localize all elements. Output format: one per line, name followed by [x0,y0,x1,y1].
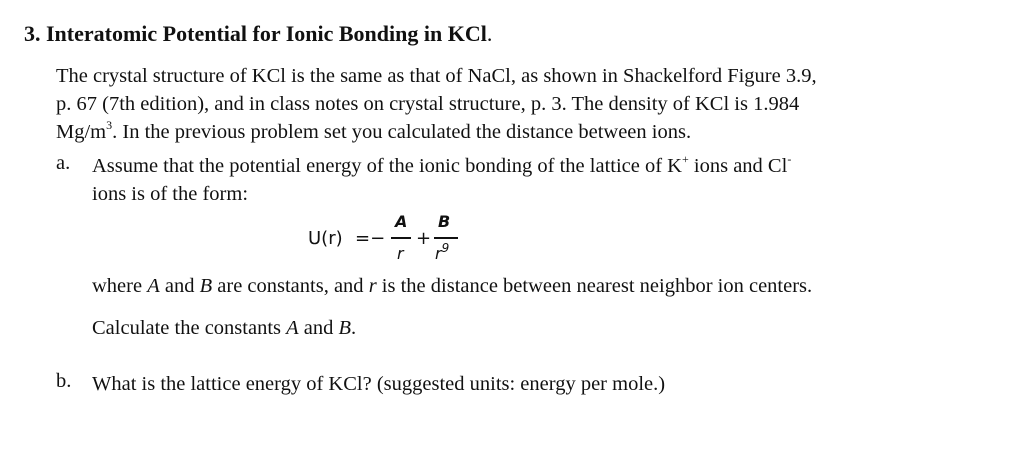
part-b-question: What is the lattice energy of KCl? (suggested units: energy per mole.) [92,373,666,395]
formula-numerator-a: A [395,212,408,231]
cl-charge: - [787,152,792,166]
intro-line-1: The crystal structure of KCl is the same as that of NaCl, as shown in Shackelford Figure 3.9, [56,65,817,87]
part-a-line-2: ions is of the form: [92,183,249,205]
where-text-2: and [159,275,200,297]
part-b-marker: b. [56,370,72,392]
formula-fraction-bar-1 [391,237,411,239]
part-a-line-1 [92,152,791,180]
calc-text-1: Calculate the constants [92,317,287,339]
intro-paragraph [56,62,976,146]
calc-var-a: A [286,317,299,339]
where-text-3: are constants, and [212,275,369,297]
where-text-4: is the distance between nearest neighbor ion centers. [376,275,813,297]
formula-plus: + [416,228,432,249]
intro-line-3 [56,118,976,146]
problem-number: 3. [24,21,41,46]
formula-r: r [435,244,442,263]
formula-denominator-r9 [435,241,450,263]
formula-exponent: 9 [441,241,450,255]
intro-line-3-rest: . In the previous problem set you calculated the distance between ions. [112,121,692,143]
formula-equals-minus: =− [355,228,386,249]
formula-lhs: U(r) [308,228,343,249]
formula-numerator-b: B [438,212,451,231]
part-a-line-1-text: Assume that the potential energy of the ionic bonding of the lattice of K [92,155,682,177]
problem-title-text: Interatomic Potential for Ionic Bonding in KCl [46,21,487,46]
formula-denominator-r: r [397,244,404,263]
k-charge: + [682,152,689,166]
potential-formula [300,214,480,270]
formula-fraction-bar-2 [434,237,458,239]
part-a-where-line [92,272,812,300]
title-period: . [486,21,493,46]
density-unit: Mg/m [56,121,107,143]
calc-var-b: B [338,317,352,339]
calc-text-2: and [298,317,339,339]
where-var-a: A [147,275,160,297]
where-text-1: where [92,275,148,297]
part-a-marker: a. [56,152,71,174]
part-a-line-1-text-b: ions and Cl [688,155,788,177]
density-unit-exponent: 3 [106,118,113,132]
problem-title [24,21,492,47]
where-var-b: B [199,275,213,297]
where-var-r: r [368,275,377,297]
part-a-calc-line [92,314,356,342]
calc-text-3: . [351,317,357,339]
intro-line-2: p. 67 (7th edition), and in class notes on crystal structure, p. 3. The density of KCl is 1.984 [56,93,800,115]
